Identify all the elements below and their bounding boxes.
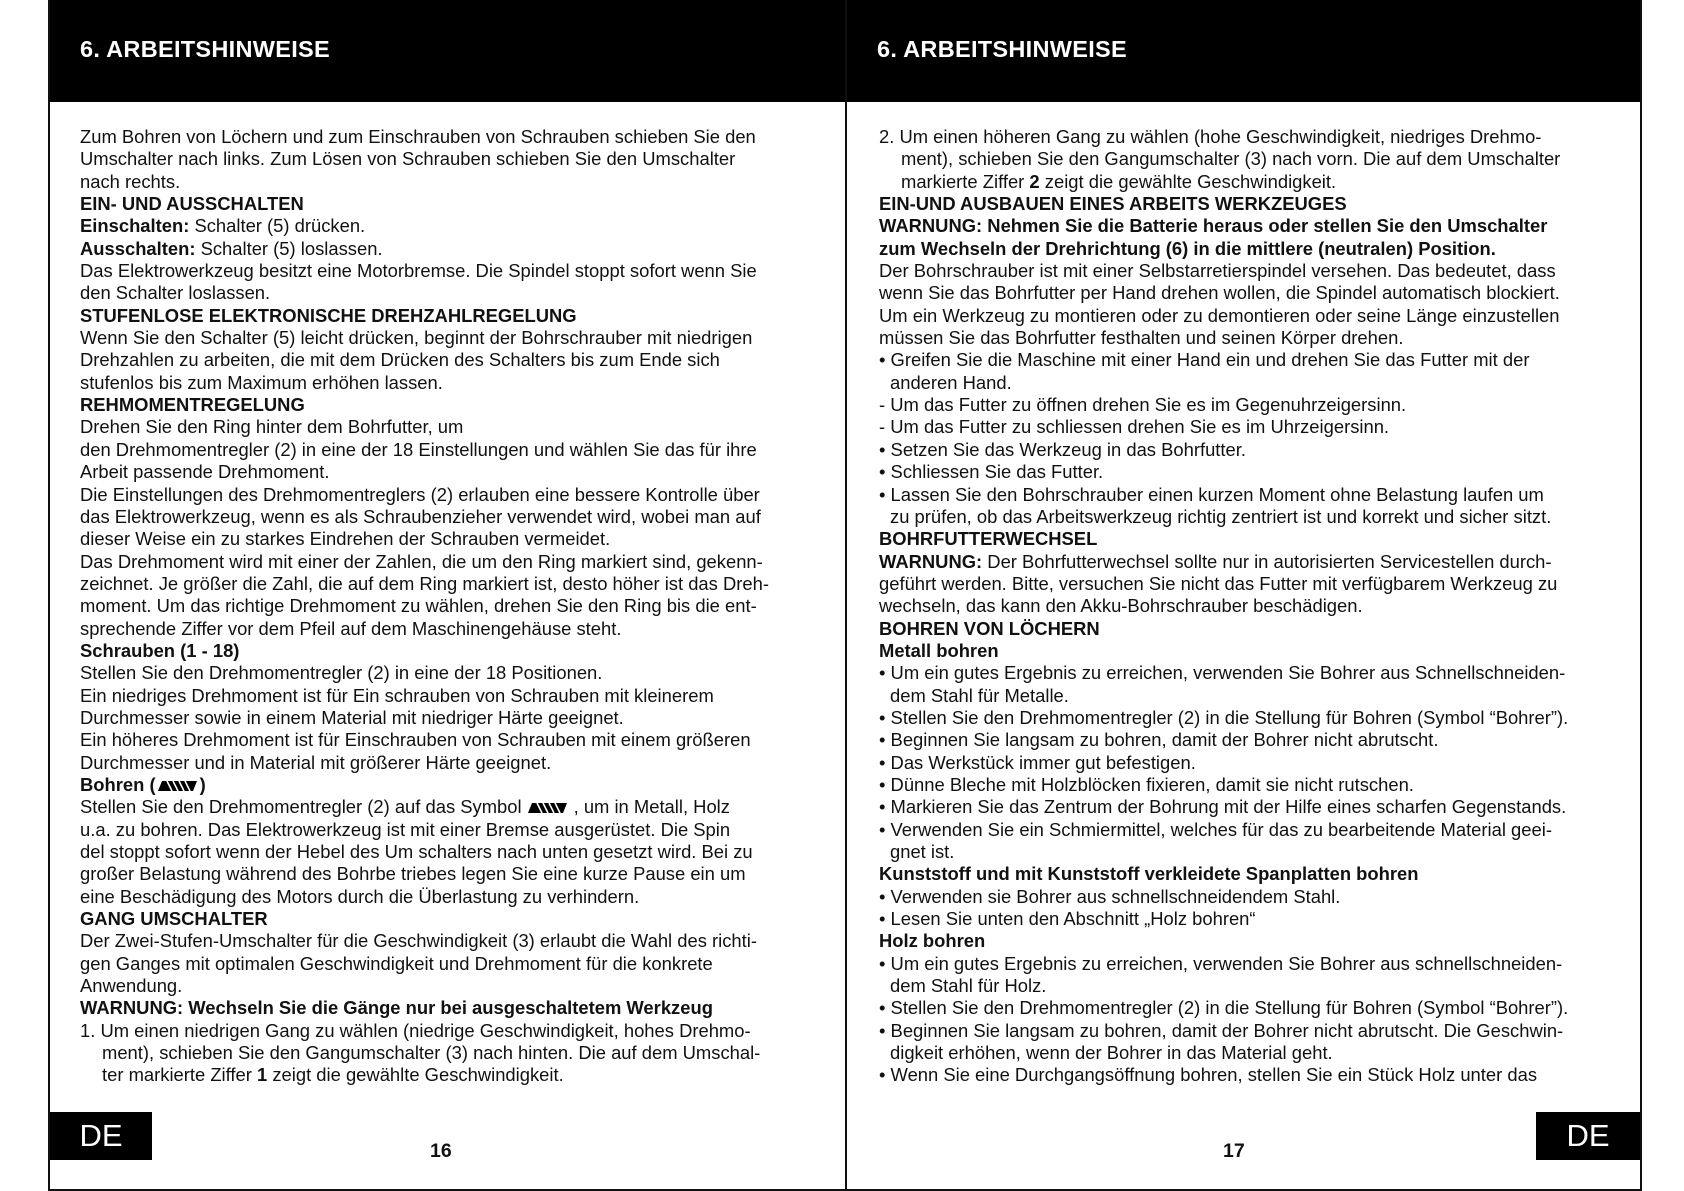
page-number: 16 (430, 1140, 452, 1162)
dash-item: - Um das Futter zu schliessen drehen Sie es im Uhrzeigersinn. (879, 416, 1390, 438)
text-line: del stoppt sofort wenn der Hebel des Um schalters nach unten gesetzt wird. Bei zu (80, 841, 753, 862)
bullet-item: • Lesen Sie unten den Abschnitt „Holz bohren“ (879, 908, 1256, 930)
drill-hatch-icon (528, 802, 568, 814)
text-line: Wenn Sie den Schalter (5) leicht drücken, beginnt der Bohrschrauber mit niedrigen (80, 327, 753, 349)
text-line: Durchmesser sowie in einem Material mit niedriger Härte geeignet. (80, 706, 624, 728)
bullet-item-continued: gnet ist. (890, 841, 955, 862)
list-item: 2. Um einen höheren Gang zu wählen (hohe Geschwindigkeit, niedriges Drehmo- (879, 126, 1542, 147)
text-line: Stellen Sie den Drehmomentregler (2) in eine der 18 Positionen. (80, 662, 603, 684)
text-line: Stellen Sie den Drehmomentregler (2) auf das Symbol , um in Metall, Holz (80, 796, 730, 818)
list-item: 1. Um einen niedrigen Gang zu wählen (niedrige Geschwindigkeit, hohes Drehmo- (80, 1019, 751, 1041)
bullet-item: • Um ein gutes Ergebnis zu erreichen, verwenden Sie Bohrer aus schnellschneiden- (879, 952, 1563, 974)
text-line: Der Bohrschrauber ist mit einer Selbstarretierspindel versehen. Das bedeutet, dass (879, 260, 1556, 282)
warning-line: zum Wechseln der Drehrichtung (6) in die mittlere (neutralen) Position. (879, 237, 1496, 259)
warning-line: WARNUNG: Nehmen Sie die Batterie heraus oder stellen Sie den Umschalter (879, 215, 1548, 237)
text-line: Drehzahlen zu arbeiten, die mit dem Drücken des Schalters bis zum Ende sich (80, 349, 720, 371)
text-line: wechseln, das kann den Akku-Bohrschrauber beschädigen. (879, 595, 1363, 617)
list-item-continued: ment), schieben Sie den Gangumschalter (3) nach vorn. Die auf dem Umschalter (901, 148, 1561, 170)
language-badge: DE (50, 1112, 152, 1160)
right-page-header (847, 0, 1640, 102)
text-line: Ein höheres Drehmoment ist für Einschrauben von Schrauben mit einem größeren (80, 729, 751, 751)
right-page-title: 6. ARBEITSHINWEISE (877, 36, 1128, 62)
text-line: das Elektrowerkzeug, wenn es als Schraubenzieher verwendet wird, wobei man auf (80, 505, 761, 527)
bullet-item: • Das Werkstück immer gut befestigen. (879, 751, 1196, 773)
bullet-item: • Stellen Sie den Drehmomentregler (2) in die Stellung für Bohren (Symbol “Bohrer”). (879, 997, 1569, 1019)
sub-heading: Kunststoff und mit Kunststoff verkleidete Spanplatten bohren (879, 863, 1419, 885)
text-line: Die Einstellungen des Drehmomentreglers (2) erlauben eine bessere Kontrolle über (80, 483, 760, 505)
bullet-item: • Beginnen Sie langsam zu bohren, damit der Bohrer nicht abrutscht. Die Geschwin- (879, 1019, 1564, 1041)
list-item-continued: ment), schieben Sie den Gangumschalter (3) nach hinten. Die auf dem Umschal- (102, 1042, 761, 1064)
bullet-item: • Dünne Bleche mit Holzblöcken fixieren, damit sie nicht rutschen. (879, 773, 1414, 795)
drill-hatch-icon (158, 780, 198, 792)
warning-line: WARNUNG: Wechseln Sie die Gänge nur bei ausgeschaltetem Werkzeug (80, 997, 713, 1019)
section-heading: STUFENLOSE ELEKTRONISCHE DREHZAHLREGELUNG (80, 304, 577, 326)
bullet-item-continued: dem Stahl für Metalle. (890, 684, 1069, 706)
bullet-item-continued: dem Stahl für Holz. (890, 975, 1047, 997)
page-spread (48, 0, 1644, 1191)
text-line: Das Elektrowerkzeug besitzt eine Motorbremse. Die Spindel stoppt sofort wenn Sie (80, 260, 757, 282)
sub-heading: Metall bohren (879, 639, 999, 661)
left-page (48, 0, 845, 1191)
section-heading: EIN- UND AUSSCHALTEN (80, 193, 304, 215)
text-line: Drehen Sie den Ring hinter dem Bohrfutter, um (80, 416, 464, 438)
sub-heading: Holz bohren (879, 930, 986, 952)
right-page-body (879, 126, 1634, 1087)
section-heading: BOHRFUTTERWECHSEL (879, 528, 1098, 550)
list-item-continued: markierte Ziffer 2 zeigt die gewählte Geschwindigkeit. (901, 170, 1337, 192)
text-line: Das Drehmoment wird mit einer der Zahlen, die um den Ring markiert sind, gekenn- (80, 550, 763, 572)
bullet-item-continued: anderen Hand. (890, 371, 1012, 393)
text-line: Der Zwei-Stufen-Umschalter für die Geschwindigkeit (3) erlaubt die Wahl des richti- (80, 930, 757, 952)
bullet-item: • Verwenden Sie ein Schmiermittel, welches für das zu bearbeitende Material geei- (879, 818, 1552, 840)
text-line: Anwendung. (80, 975, 183, 997)
text-line: zeichnet. Je größer die Zahl, die auf dem Ring markiert ist, desto höher ist das Dreh- (80, 572, 769, 594)
text-line: müssen Sie das Bohrfutter festhalten und seinen Körper drehen. (879, 327, 1404, 349)
text-line: Zum Bohren von Löchern und zum Einschrauben von Schrauben schieben Sie den (80, 126, 756, 147)
sub-heading: Schrauben (1 - 18) (80, 639, 240, 661)
text-line: nach rechts. (80, 170, 181, 192)
section-heading: BOHREN VON LÖCHERN (879, 617, 1100, 639)
text-line: großer Belastung während des Bohrbe triebes legen Sie eine kurze Pause ein um (80, 863, 746, 885)
text-line: moment. Um das richtige Drehmoment zu wählen, drehen Sie den Ring bis die ent- (80, 595, 757, 617)
bullet-item: • Greifen Sie die Maschine mit einer Hand ein und drehen Sie das Futter mit der (879, 349, 1530, 371)
left-page-body (80, 126, 832, 1087)
text-line: eine Beschädigung des Motors durch die Überlastung zu verhindern. (80, 885, 640, 907)
bullet-item: • Beginnen Sie langsam zu bohren, damit der Bohrer nicht abrutscht. (879, 729, 1439, 751)
left-page-title: 6. ARBEITSHINWEISE (80, 36, 331, 62)
text-line: Ein niedriges Drehmoment ist für Ein schrauben von Schrauben mit kleinerem (80, 684, 714, 706)
bullet-item: • Verwenden sie Bohrer aus schnellschneidendem Stahl. (879, 885, 1341, 907)
text-line: stufenlos bis zum Maximum erhöhen lassen. (80, 371, 443, 393)
bullet-item: • Wenn Sie eine Durchgangsöffnung bohren, stellen Sie ein Stück Holz unter das (879, 1064, 1538, 1086)
bullet-item: • Lassen Sie den Bohrschrauber einen kurzen Moment ohne Belastung laufen um (879, 483, 1544, 505)
text-line: Umschalter nach links. Zum Lösen von Schrauben schieben Sie den Umschalter (80, 148, 736, 170)
text-line: wenn Sie das Bohrfutter per Hand drehen wollen, die Spindel automatisch blockiert. (879, 282, 1560, 304)
page-number: 17 (1223, 1140, 1245, 1162)
text-line: dieser Weise ein zu starkes Eindrehen der Schrauben vermeidet. (80, 528, 611, 550)
text-line: Ausschalten: Schalter (5) loslassen. (80, 237, 383, 259)
bullet-item: • Setzen Sie das Werkzeug in das Bohrfutter. (879, 438, 1246, 460)
text-line: sprechende Ziffer vor dem Pfeil auf dem Maschinengehäuse steht. (80, 617, 622, 639)
right-page (845, 0, 1642, 1191)
text-line: den Schalter loslassen. (80, 282, 271, 304)
dash-item: - Um das Futter zu öffnen drehen Sie es im Gegenuhrzeigersinn. (879, 394, 1407, 416)
bullet-item-continued: digkeit erhöhen, wenn der Bohrer in das Material geht. (890, 1042, 1333, 1064)
list-item-continued: ter markierte Ziffer 1 zeigt die gewählte Geschwindigkeit. (102, 1064, 564, 1086)
text-line: Einschalten: Schalter (5) drücken. (80, 215, 366, 237)
section-heading: EIN-UND AUSBAUEN EINES ARBEITS WERKZEUGES (879, 193, 1347, 215)
text-line: geführt werden. Bitte, versuchen Sie nicht das Futter mit verfügbarem Werkzeug zu (879, 572, 1558, 594)
text-line: u.a. zu bohren. Das Elektrowerkzeug ist mit einer Bremse ausgerüstet. Die Spin (80, 818, 731, 840)
sub-heading: Bohren ( ) (80, 773, 206, 795)
section-heading: GANG UMSCHALTER (80, 908, 268, 930)
bullet-item: • Stellen Sie den Drehmomentregler (2) in die Stellung für Bohren (Symbol “Bohrer”). (879, 706, 1569, 728)
text-line: den Drehmomentregler (2) in eine der 18 Einstellungen und wählen Sie das für ihre (80, 438, 757, 460)
text-line: gen Ganges mit optimalen Geschwindigkeit und Drehmoment für die konkrete (80, 952, 713, 974)
text-line: Arbeit passende Drehmoment. (80, 461, 330, 483)
bullet-item: • Schliessen Sie das Futter. (879, 461, 1104, 483)
bullet-item: • Um ein gutes Ergebnis zu erreichen, verwenden Sie Bohrer aus Schnellschneiden- (879, 662, 1566, 684)
left-page-header (50, 0, 845, 102)
text-line: Durchmesser und in Material mit größerer Härte geeignet. (80, 751, 552, 773)
bullet-item-continued: zu prüfen, ob das Arbeitswerkzeug richtig zentriert ist und korrekt und sicher sitzt. (890, 505, 1552, 527)
bullet-item: • Markieren Sie das Zentrum der Bohrung mit der Hilfe eines scharfen Gegenstands. (879, 796, 1567, 818)
text-line: WARNUNG: Der Bohrfutterwechsel sollte nur in autorisierten Servicestellen durch- (879, 550, 1552, 572)
section-heading: REHMOMENTREGELUNG (80, 394, 305, 416)
language-badge: DE (1536, 1112, 1640, 1160)
text-line: Um ein Werkzeug zu montieren oder zu demontieren oder seine Länge einzustellen (879, 304, 1560, 326)
